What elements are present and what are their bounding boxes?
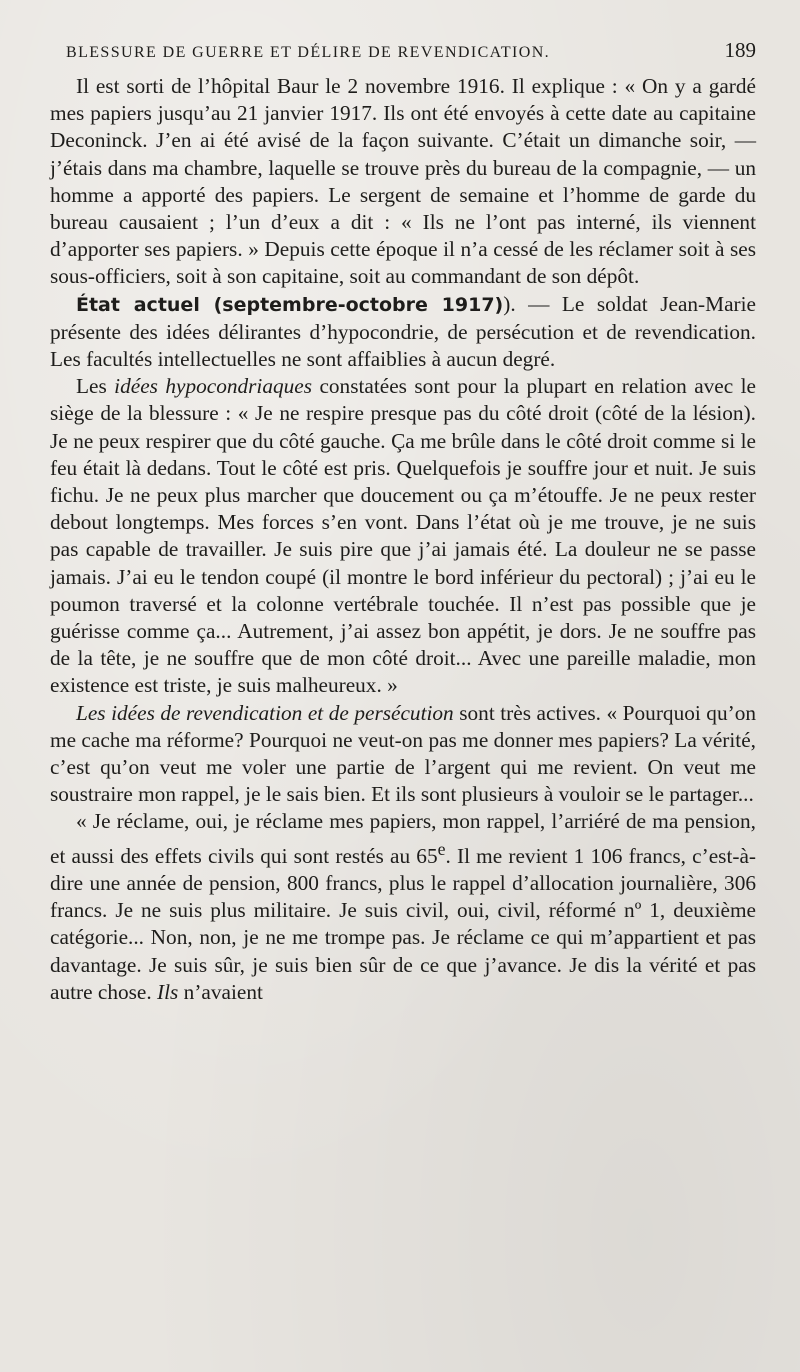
paragraph bbox=[50, 291, 756, 374]
paragraph-text: Il est sorti de l’hôpital Baur le 2 novembre 1916. Il explique : « On y a gardé mes papiers jusqu’au 21 janvier 1917. Ils ont été envoyés à cette date au capitaine Deconinck. J’en ai été avisé de la façon suivante. C’était un dimanche soir, — j’étais dans ma chambre, laquelle se trouve près du bureau de la compagnie, — un homme a apporté des papiers. Le sergent de semaine et l’homme de garde du bureau causaient ; l’un d’eux a dit : « Ils ne l’ont pas interné, ils viennent d’apporter ses papiers. » Depuis cette époque il n’a cessé de les réclamer soit à ses sous-officiers, soit à son capitaine, soit au commandant de son dépôt. bbox=[50, 74, 756, 289]
paragraph bbox=[50, 373, 756, 699]
running-title: BLESSURE DE GUERRE ET DÉLIRE DE REVENDICATION. bbox=[66, 44, 551, 61]
section-heading: État actuel (septembre-octobre 1917) bbox=[76, 293, 504, 316]
superscript: e bbox=[437, 838, 446, 859]
paragraph-text: ). — Le soldat Jean-Marie présente des idées délirantes d’hypocondrie, de persécution et de revendication. Les facultés intellectuelles ne sont affaiblies à aucun degré. bbox=[50, 291, 756, 372]
paragraph-text: n’avaient bbox=[178, 979, 263, 1004]
paragraph bbox=[50, 700, 756, 809]
paragraph-text: Les bbox=[76, 374, 115, 399]
paragraph-text: . Il me revient 1 106 francs, c’est-à-dire une année de pension, 800 francs, plus le rappel d’allocation journalière, 306 francs. Je ne suis plus militaire. Je suis civil, oui, civil, réformé nº 1, deuxième catégorie... Non, non, je ne me trompe pas. Je réclame ce qui m’appartient et pas davantage. Je suis sûr, je suis bien sûr de ce que j’avance. Je dis la vérité et pas autre chose. bbox=[50, 843, 756, 1004]
emphasis-text: Les idées de revendication et de persécution bbox=[76, 700, 454, 725]
page-body bbox=[50, 73, 756, 1006]
running-header bbox=[50, 38, 756, 63]
paragraph-text: constatées sont pour la plupart en relation avec le siège de la blessure : « Je ne respire presque pas du côté droit (côté de la lésion). Je ne peux respirer que du côté gauche. Ça me brûle dans le côté droit comme si le feu était là dedans. Tout le côté est pris. Quelquefois je souffre jour et nuit. Je suis fichu. Je ne peux plus marcher que doucement ou ça m’étouffe. Je ne peux rester debout longtemps. Mes forces s’en vont. Dans l’état où je me trouve, je ne suis pas capable de travailler. Je suis pire que j’ai jamais été. La douleur ne se passe jamais. J’ai eu le tendon coupé (il montre le bord inférieur du pectoral) ; j’ai eu le poumon traversé et la colonne vertébrale touchée. Il n’est pas possible que je guérisse comme ça... Autrement, j’ai assez bon appétit, je dors. Je ne souffre pas de la tête, je ne souffre que de mon côté droit... Avec une pareille maladie, mon existence est triste, je suis malheureux. » bbox=[50, 374, 756, 698]
paragraph bbox=[50, 808, 756, 1006]
emphasis-text: idées hypocondriaques bbox=[114, 374, 313, 399]
paragraph-text: sont très actives. « Pourquoi qu’on me cache ma réforme? Pourquoi ne veut-on pas me donner mes papiers? La vérité, c’est qu’on veut me voler une partie de l’argent qui me revient. On veut me soustraire mon rappel, je le sais bien. Et ils sont plusieurs à vouloir se le partager... bbox=[50, 700, 756, 807]
page-number: 189 bbox=[724, 38, 756, 62]
emphasis-text: Ils bbox=[157, 979, 179, 1004]
paragraph bbox=[50, 73, 756, 291]
paragraph-text: « Je réclame, oui, je réclame mes papiers, mon rappel, l’arriéré de ma pension, et aussi des effets civils qui sont restés au 65 bbox=[50, 809, 756, 868]
